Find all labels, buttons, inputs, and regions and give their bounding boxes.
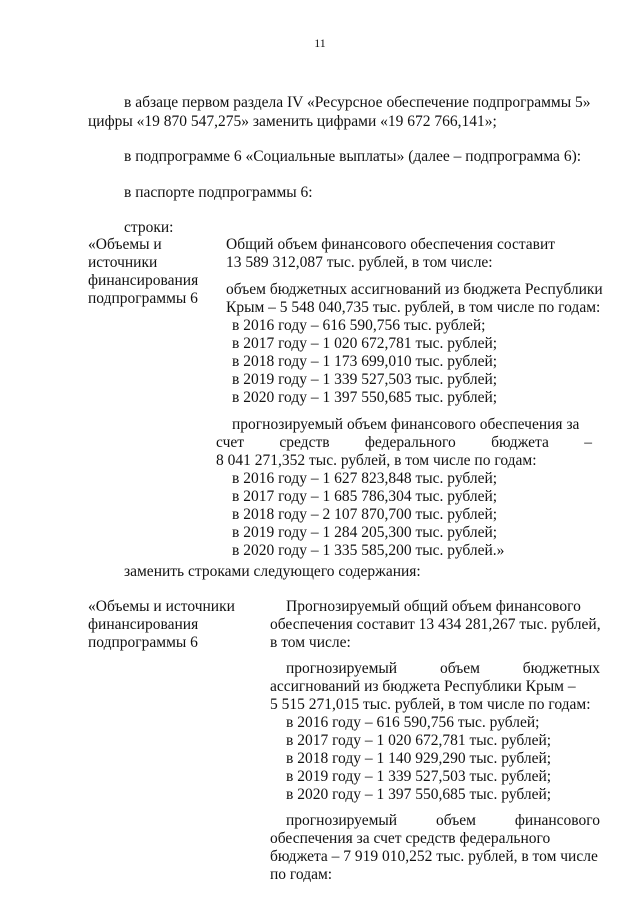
old-total-line-1: Общий объем финансового обеспечения составит [226,236,556,253]
intro-paragraph-1-line-1: в абзаце первом раздела IV «Ресурсное обеспечение подпрограммы 5» [124,94,591,111]
new-budget-year-2016: в 2016 году – 616 590,756 тыс. рублей; [286,714,540,731]
new-total-line-1: Прогнозируемый общий объем финансового [286,598,581,615]
new-budget-year-2020: в 2020 году – 1 397 550,685 тыс. рублей; [286,786,552,803]
intro-paragraph-4: строки: [124,219,174,236]
new-label-line-1: «Объемы и источники [88,598,235,615]
old-federal-word: бюджета [491,434,549,451]
new-label-line-3: подпрограммы 6 [88,634,198,651]
old-federal-year-2017: в 2017 году – 1 685 786,304 тыс. рублей; [232,488,498,505]
new-budget-line-2: ассигнований из бюджета Республики Крым – [270,678,576,695]
new-budget-word: прогнозируемый [286,660,398,677]
new-federal-line-4: по годам: [270,866,333,883]
new-label-line-2: финансирования [88,616,199,633]
old-budget-year-2016: в 2016 году – 616 590,756 тыс. рублей; [232,317,486,334]
new-federal-word: финансового [514,812,600,829]
old-budget-year-2017: в 2017 году – 1 020 672,781 тыс. рублей; [232,335,498,352]
new-federal-word: объем [436,812,476,829]
old-federal-line-1: прогнозируемый объем финансового обеспечения за [232,416,580,433]
old-budget-year-2019: в 2019 году – 1 339 527,503 тыс. рублей; [232,371,498,388]
old-budget-year-2018: в 2018 году – 1 173 699,010 тыс. рублей; [232,353,498,370]
new-budget-year-2019: в 2019 году – 1 339 527,503 тыс. рублей; [286,768,552,785]
old-federal-year-2018: в 2018 году – 2 107 870,700 тыс. рублей; [232,506,498,523]
old-label-line-1: «Объемы и [88,236,162,253]
new-budget-word: объем [439,660,480,677]
old-label-line-4: подпрограммы 6 [88,290,198,307]
old-label-line-3: финансирования [88,272,199,289]
old-federal-year-2016: в 2016 году – 1 627 823,848 тыс. рублей; [232,470,498,487]
new-budget-year-2018: в 2018 году – 1 140 929,290 тыс. рублей; [286,750,552,767]
old-federal-word: – [584,434,592,451]
replace-instruction: заменить строками следующего содержания: [124,563,421,580]
old-label-line-2: источники [88,254,158,271]
new-budget-line-3: 5 515 271,015 тыс. рублей, в том числе по годам: [270,696,591,713]
intro-paragraph-1-line-2: цифры «19 870 547,275» заменить цифрами «19 672 766,141»; [88,113,497,130]
new-total-line-3: в том числе: [270,634,351,651]
old-federal-line-3: 8 041 271,352 тыс. рублей, в том числе по годам: [216,452,537,469]
page-number: 11 [314,36,326,50]
intro-paragraph-2: в подпрограмме 6 «Социальные выплаты» (далее – подпрограмма 6): [124,148,582,165]
new-federal-word: прогнозируемый [286,812,398,829]
new-federal-line-2: обеспечения за счет средств федерального [270,830,551,847]
old-budget-line-2: Крым – 5 548 040,735 тыс. рублей, в том числе по годам: [226,299,601,316]
old-total-line-2: 13 589 312,087 тыс. рублей, в том числе: [226,254,493,271]
old-budget-line-1: объем бюджетных ассигнований из бюджета Республики [226,281,603,298]
new-total-line-2: обеспечения составит 13 434 281,267 тыс. рублей, [270,616,601,633]
new-budget-line-1 [286,660,600,678]
old-federal-word: счет [216,434,245,451]
intro-paragraph-3: в паспорте подпрограммы 6: [124,184,313,201]
old-federal-line-2 [216,434,592,452]
old-federal-word: федерального [364,434,456,451]
new-federal-line-1 [286,812,600,830]
old-budget-year-2020: в 2020 году – 1 397 550,685 тыс. рублей; [232,389,498,406]
new-budget-year-2017: в 2017 году – 1 020 672,781 тыс. рублей; [286,732,552,749]
new-federal-line-3: бюджета – 7 919 010,252 тыс. рублей, в том числе [270,848,598,865]
old-federal-year-2020: в 2020 году – 1 335 585,200 тыс. рублей.» [232,542,505,559]
new-budget-word: бюджетных [522,660,600,677]
old-federal-year-2019: в 2019 году – 1 284 205,300 тыс. рублей; [232,524,498,541]
old-federal-word: средств [279,434,330,451]
